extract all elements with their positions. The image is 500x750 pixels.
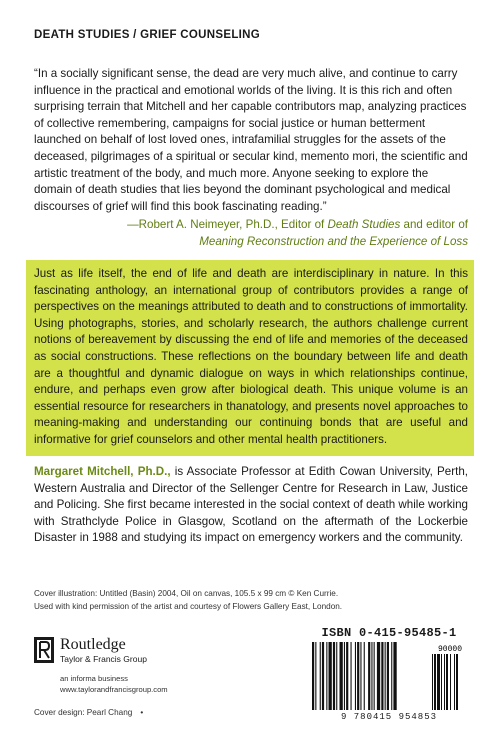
cover-design-credit [34,708,143,717]
barcode-bar [312,642,314,710]
barcode-bar [393,642,396,710]
attribution-journal: Death Studies [327,218,401,231]
barcode-bar [368,642,370,710]
publisher-tagline: an informa business [60,674,128,683]
bullet-dot: • [140,708,144,717]
barcode-bar [351,642,352,710]
barcode-bar [371,642,372,710]
attribution-suffix: and editor of [400,218,468,231]
publisher-logo [34,637,194,697]
barcode-bar [355,642,356,710]
cover-design-text: Cover design: Pearl Chang [34,708,133,717]
publisher-name: Routledge [60,636,126,653]
barcode-bar [346,642,348,710]
barcode-bar [357,642,359,710]
barcode-bar [381,642,383,710]
barcode-addon-bar [437,654,440,710]
barcode-bar [329,642,332,710]
barcode-addon-bar [454,654,455,710]
book-description: Just as life itself, the end of life and death are interdisciplinary in nature. In this fascinating anthology, an international group of contributors provides a range of perspectives on the meanings attributed to death and to constructions of immortality. Using photographs, stories, and scholarly research, the authors challenge current notions of bereavement by discussing the end of life and memories of the deceased as social constructions. These reflections on the boundary between life and death are a thoughtful and dynamic dialogue on ways in which relationships continue, endure, and perhaps even grow after biological death. This unique volume is an essential resource for researchers in thanatology, and presents novel approaches to meaning-making and understanding our continuing bonds that are useful and informative for grief counselors and other mental health practitioners. [34,267,468,446]
cover-credit [34,587,468,613]
barcode-bar [387,642,389,710]
barcode-bar [320,642,321,710]
isbn-label: ISBN 0-415-95485-1 [321,626,457,640]
barcode-bar [374,642,375,710]
barcode-bar [385,642,386,710]
author-name: Margaret Mitchell, Ph.D., [34,465,171,478]
barcode-addon-bar [432,654,433,710]
barcode-addon-bar [444,654,445,710]
publisher-group: Taylor & Francis Group [60,654,147,664]
quote-attribution-line2 [34,234,468,251]
barcode-addon-bar [456,654,458,710]
barcode-bar [326,642,327,710]
barcode-icon [306,642,472,712]
isbn-barcode [306,626,472,726]
barcode-bar [377,642,380,710]
barcode-bar [391,642,392,710]
quote-attribution-line1 [34,217,468,234]
barcode-bar [360,642,361,710]
barcode-bar [315,642,316,710]
routledge-logo-icon [34,637,54,663]
barcode-addon-bar [441,654,442,710]
publisher-url: www.taylorandfrancisgroup.com [60,685,168,694]
barcode-bar [340,642,343,710]
barcode-addon-bar [434,654,436,710]
author-bio-text: is Associate Professor at Edith Cowan University, Perth, Western Australia and Director of the Sellenger Centre for Research in Law, Justice and Policing. She first became interested in the social context of death while working with Strathclyde Police in Glasgow, Scotland on the aftermath of the Lockerbie Disaster in 1988 and studying its impact on emergency workers and the community. [34,465,468,545]
barcode-addon-bar [446,654,448,710]
barcode-bar [344,642,345,710]
isbn-digits: 9 780415 954853 [340,712,437,722]
price-code: 90000 [437,645,463,654]
endorsement-quote: “In a socially significant sense, the dead are very much alive, and continue to carry influence in the practical and emotional worlds of the living. It is this rich and often surprising terrain that Mitchell and her capable contributors map, analyzing practices of collective remembering, campaigns for social justice or human betterment launched on behalf of lost loved ones, intrafamilial struggles for the assets of the deceased, pilgrimages of a spiritual or secular kind, memento mori, the scientific and artistic treatment of the body, and much more. Anyone seeking to explore the domain of death studies that lies beyond the dominant psychological and medical discourses of grief will find this book fascinating reading.” [34,67,468,213]
barcode-bar [322,642,324,710]
barcode-addon-bar [450,654,451,710]
category-label: DEATH STUDIES / GRIEF COUNSELING [34,29,260,41]
attribution-prefix: —Robert A. Neimeyer, Ph.D., Editor of [127,218,328,231]
barcode-bar [333,642,335,710]
barcode-bar [336,642,337,710]
author-bio [34,464,468,547]
cover-credit-line2: Used with kind permission of the artist and courtesy of Flowers Gallery East, London. [34,602,343,611]
cover-credit-line1: Cover illustration: Untitled (Basin) 2004, Oil on canvas, 105.5 x 99 cm © Ken Currie. [34,589,339,598]
barcode-bar [364,642,365,710]
attribution-book-title: Meaning Reconstruction and the Experience of Loss [199,235,468,248]
